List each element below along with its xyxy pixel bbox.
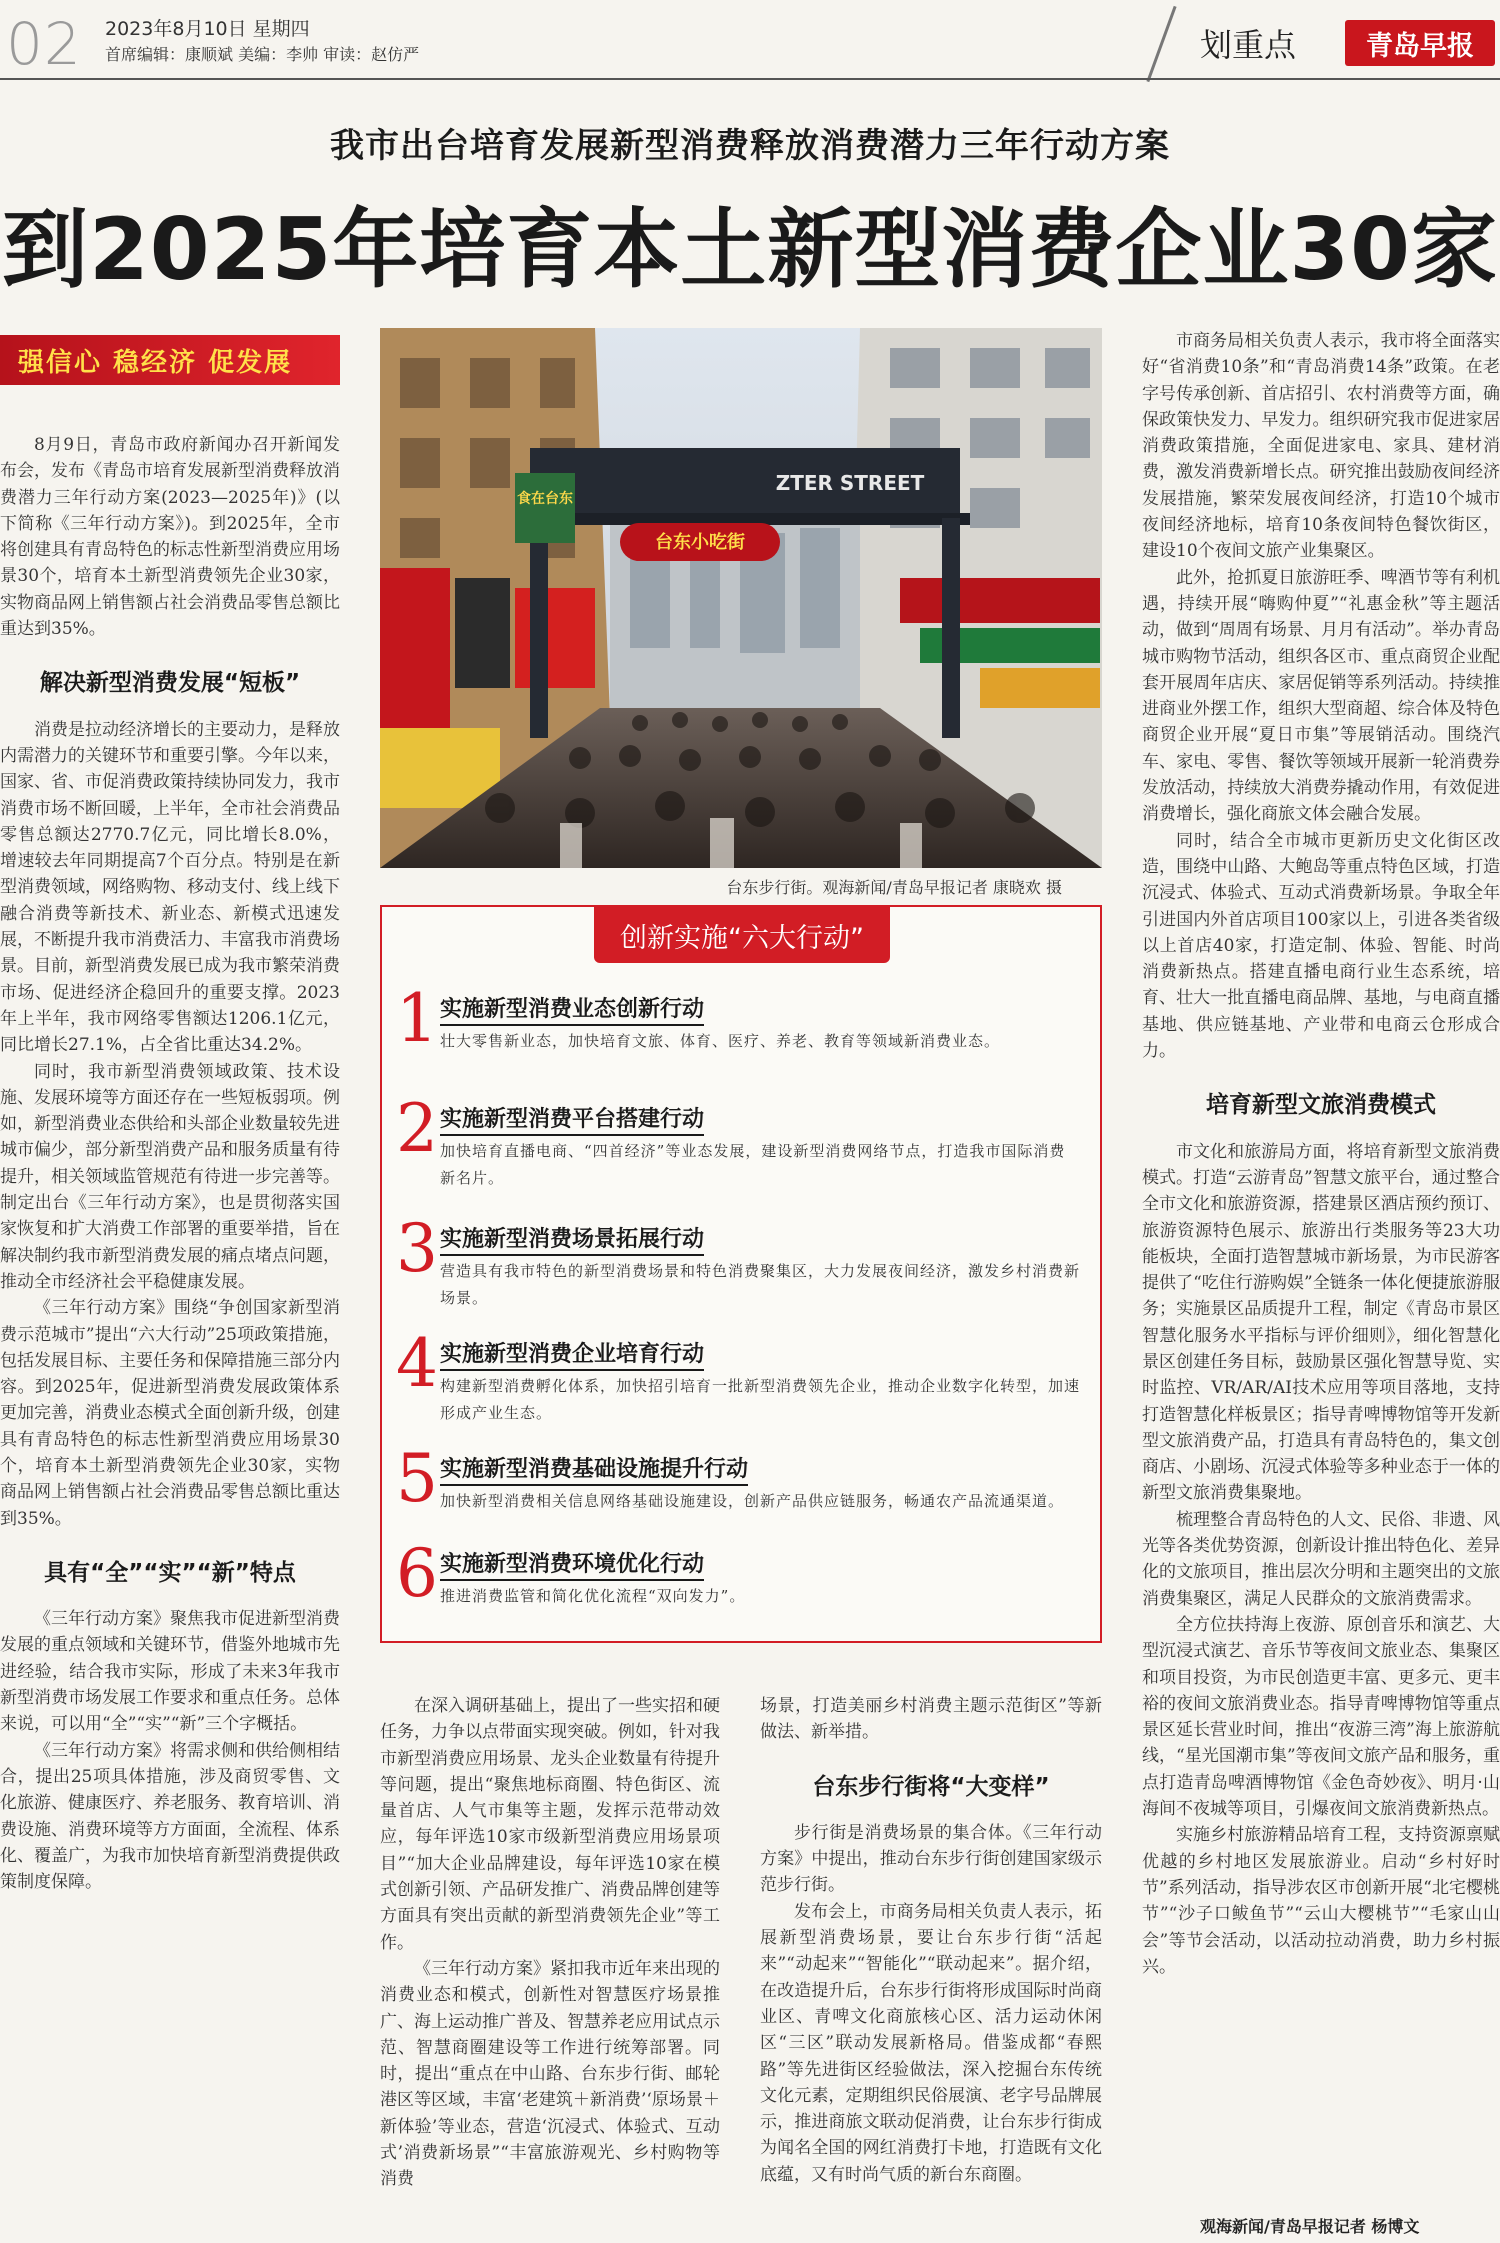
paper-logo: 青岛早报 [1345,20,1495,66]
subhead-features: 具有“全”“实”“新”特点 [44,1559,296,1586]
action-number: 1 [396,980,438,1057]
masthead [0,0,1500,78]
subhead-culture-tourism: 培育新型文旅消费模式 [1206,1092,1436,1119]
body-paragraph: 全方位扶持海上夜游、原创音乐和演艺、大型沉浸式演艺、音乐节等夜间文旅业态、集聚区和项目投资，为市民创造更丰富、更多元、更丰裕的夜间文旅消费业态。指导青啤博物馆等重点景区延长营业时间，推出“夜游三湾”海上旅游航线，“星光国潮市集”等夜间文旅产品和服务，重点打造青岛啤酒博物馆《金色奇妙夜》、明月·山海间不夜城等项目，引爆夜间文旅消费新热点。 [1142,1614,1500,1820]
action-title: 实施新型消费业态创新行动 [440,992,704,1026]
action-number: 4 [396,1325,438,1402]
editor-credits: 首席编辑：康顺斌 美编：李帅 审读：赵仿严 [105,45,420,64]
body-paragraph: 《三年行动方案》将需求侧和供给侧相结合，提出25项具体措施，涉及商贸零售、文化旅游、健康医疗、养老服务、教育培训、消费设施、消费环境等方方面面，全流程、体系化、覆盖广，为我市加快培育新型消费提供政策制度保障。 [0,1740,340,1893]
reporter-credit: 观海新闻/青岛早报记者 杨博文 [1200,2217,1420,2236]
section-label: 划重点 [1200,26,1297,64]
action-desc: 加快新型消费相关信息网络基础设施建设，创新产品供应链服务，畅通农产品流通渠道。 [440,1492,1065,1510]
action-desc: 推进消费监管和简化优化流程“双向发力”。 [440,1587,746,1605]
action-title: 实施新型消费平台搭建行动 [440,1102,704,1136]
column-3 [760,1693,1102,2233]
action-desc: 壮大零售新业态，加快培育文旅、体育、医疗、养老、教育等领域新消费业态。 [440,1032,1001,1050]
action-number: 5 [396,1440,438,1517]
six-actions-box [380,905,1102,1643]
article-headline: 到2025年培育本土新型消费企业30家 [1,200,1499,300]
section-banner: 强信心 稳经济 促发展 [0,335,340,385]
action-item [396,1535,1086,1647]
body-paragraph: 《三年行动方案》紧扣我市近年来出现的消费业态和模式，创新性对智慧医疗场景推广、海上运动推广普及、智慧养老应用试点示范、智慧商圈建设等工作进行统筹部署。同时，提出“重点在中山路、台东步行街、邮轮港区等区域，丰富‘老建筑＋新消费’‘原场景＋新体验’等业态，营造‘沉浸式、体验式、互动式’消费新场景”“丰富旅游观光、乡村购物等消费 [380,1958,720,2190]
action-item [396,980,1086,1092]
action-item [396,1210,1086,1322]
body-paragraph: 同时，结合全市城市更新历史文化街区改造，围绕中山路、大鲍岛等重点特色区域，打造沉浸式、体验式、互动式消费新场景。争取全年引进国内外首店项目100家以上，引进各类省级以上首店40家，打造定制、体验、智能、时尚消费新热点。搭建直播电商行业生态系统，培育、壮大一批直播电商品牌、基地，与电商直播基地、供应链基地、产业带和电商云仓形成合力。 [1142,830,1500,1062]
article-kicker: 我市出台培育发展新型消费释放消费潜力三年行动方案 [330,126,1170,166]
six-actions-title: 创新实施“六大行动” [594,907,890,963]
body-paragraph: 《三年行动方案》聚焦我市促进新型消费发展的重点领域和关键环节，借鉴外地城市先进经验，结合我市实际，形成了未来3年我市新型消费市场发展工作要求和重点任务。总体来说，可以用“全”“实”“新”三个字概括。 [0,1609,340,1735]
lead-paragraph: 8月9日，青岛市政府新闻办召开新闻发布会，发布《青岛市培育发展新型消费释放消费潜力三年行动方案(2023—2025年)》(以下简称《三年行动方案》)。到2025年，全市将创建具有青岛特色的标志性新型消费应用场景30个，培育本土新型消费领先企业30家，实物商品网上销售额占社会消费品零售总额比重达到35%。 [0,435,340,640]
column-1 [0,432,340,2232]
action-title: 实施新型消费企业培育行动 [440,1337,704,1371]
subhead-pedestrian-street: 台东步行街将“大变样” [812,1773,1050,1800]
arch-sign-right: ZTER STREET [775,471,925,495]
street-photo [380,328,1102,868]
action-desc: 营造具有我市特色的新型消费场景和特色消费聚集区，大力发展夜间经济，激发乡村消费新场景。 [440,1262,1081,1307]
column-2 [380,1693,720,2233]
action-desc: 构建新型消费孵化体系，加快招引培育一批新型消费领先企业，推动企业数字化转型，加速形成产业生态。 [440,1377,1081,1422]
action-item [396,1440,1086,1552]
action-item [396,1090,1086,1202]
action-number: 2 [396,1090,438,1167]
action-desc: 加快培育直播电商、“四首经济”等业态发展，建设新型消费网络节点，打造我市国际消费新名片。 [440,1142,1066,1187]
street-photo-illustration [380,328,1102,868]
column-4 [1142,328,1500,2208]
body-paragraph: 梳理整合青岛特色的人文、民俗、非遗、风光等各类优势资源，创新设计推出特色化、差异化的文旅项目，推出层次分明和主题突出的文旅消费集聚区，满足人民群众的文旅消费需求。 [1142,1509,1500,1609]
body-paragraph: 市商务局相关负责人表示，我市将全面落实好“省消费10条”和“青岛消费14条”政策。在老字号传承创新、首店招引、农村消费等方面，确保政策快发力、早发力。组织研究我市促进家居消费政策措施，全面促进家电、家具、建材消费，激发消费新增长点。研究推出鼓励夜间经济发展措施，繁荣发展夜间经济，打造10个城市夜间经济地标，培育10条夜间特色餐饮街区，建设10个夜间文旅产业集聚区。 [1142,331,1500,562]
issue-date: 2023年8月10日 星期四 [105,18,310,40]
body-paragraph: 实施乡村旅游精品培育工程，支持资源禀赋优越的乡村地区发展旅游业。启动“乡村好时节”系列活动，指导涉农区市创新开展“北宅樱桃节”“沙子口鲅鱼节”“云山大樱桃节”“毛家山山会”等节会活动，以活动拉动消费，助力乡村振兴。 [1142,1825,1500,1977]
arch-sign-left: 食在台东 [517,491,573,507]
subhead-shortboard: 解决新型消费发展“短板” [39,670,301,697]
page-number: 02 [6,10,82,78]
action-item [396,1325,1086,1437]
masthead-divider [1146,6,1176,82]
action-number: 3 [396,1210,438,1287]
body-paragraph: 发布会上，市商务局相关负责人表示，拓展新型消费场景，要让台东步行街“活起来”“动起来”“智能化”“联动起来”。据介绍，在改造提升后，台东步行街将形成国际时尚商业区、青啤文化商旅核心区、活力运动休闲区“三区”联动发展新格局。借鉴成都“春熙路”等先进街区经验做法，深入挖掘台东传统文化元素，定期组织民俗展演、老字号品牌展示，推进商旅文联动促消费，让台东步行街成为闻名全国的网红消费打卡地，打造既有文化底蕴，又有时尚气质的新台东商圈。 [760,1901,1102,2185]
photo-caption: 台东步行街。观海新闻/青岛早报记者 康晓欢 摄 [726,878,1062,897]
action-title: 实施新型消费基础设施提升行动 [440,1452,748,1486]
action-title: 实施新型消费环境优化行动 [440,1547,704,1581]
body-paragraph: 此外，抢抓夏日旅游旺季、啤酒节等有利机遇，持续开展“嗨购仲夏”“礼惠金秋”等主题活动，做到“周周有场景、月月有活动”。举办青岛城市购物节活动，组织各区市、重点商贸企业配套开展周年店庆、家居促销等系列活动。持续推进商业外摆工作，组织大型商超、综合体及特色商贸企业开展“夏日市集”等展销活动。围绕汽车、家电、零售、餐饮等领域开展新一轮消费券发放活动，持续放大消费券撬动作用，有效促进消费增长，强化商旅文体会融合发展。 [1142,567,1500,825]
body-paragraph: 《三年行动方案》围绕“争创国家新型消费示范城市”提出“六大行动”25项政策措施，包括发展目标、主要任务和保障措施三部分内容。到2025年，促进新型消费发展政策体系更加完善，消费业态模式全面创新升级，创建具有青岛特色的标志性新型消费应用场景30个，培育本土新型消费领先企业30家，实物商品网上销售额占社会消费品零售总额比重达到35%。 [0,1298,340,1529]
action-number: 6 [396,1535,438,1612]
body-paragraph: 同时，我市新型消费领域政策、技术设施、发展环境等方面还存在一些短板弱项。例如，新型消费业态供给和头部企业数量较先进城市偏少，部分新型消费产品和服务质量有待提升，相关领域监管规范有待进一步完善等。制定出台《三年行动方案》，也是贯彻落实国家恢复和扩大消费工作部署的重要举措，旨在解决制约我市新型消费发展的痛点堵点问题，推动全市经济社会平稳健康发展。 [0,1061,340,1292]
header-rule [0,78,1500,80]
body-paragraph: 市文化和旅游局方面，将培育新型文旅消费模式。打造“云游青岛”智慧文旅平台，通过整合全市文化和旅游资源，搭建景区酒店预约预订、旅游资源特色展示、旅游出行类服务等23大功能板块，全面打造智慧城市新场景，为市民游客提供了“吃住行游购娱”全链条一体化便捷旅游服务；实施景区品质提升工程，制定《青岛市景区智慧化服务水平指标与评价细则》，细化智慧化景区创建任务目标，鼓励景区强化智慧导览、实时监控、VR/AR/AI技术应用等项目落地，支持打造智慧化样板景区；指导青啤博物馆等开发新型文旅消费产品，打造具有青岛特色的，集文创商店、小剧场、沉浸式体验等多种业态于一体的新型文旅消费集聚地。 [1142,1141,1500,1504]
street-sign: 台东小吃街 [655,532,745,553]
body-paragraph: 场景，打造美丽乡村消费主题示范街区”等新做法、新举措。 [760,1696,1102,1743]
action-title: 实施新型消费场景拓展行动 [440,1222,704,1256]
body-paragraph: 消费是拉动经济增长的主要动力，是释放内需潜力的关键环节和重要引擎。今年以来，国家、省、市促消费政策持续协同发力，我市消费市场不断回暖，上半年，全市社会消费品零售总额达2770.7亿元，同比增长8.0%，增速较去年同期提高7个百分点。特别是在新型消费领域，网络购物、移动支付、线上线下融合消费等新技术、新业态、新模式迅速发展，不断提升我市消费活力、丰富我市消费场景。目前，新型消费发展已成为我市繁荣消费市场、促进经济企稳回升的重要支撑。2023年上半年，我市网络零售额达1206.1亿元，同比增长27.1%，占全省比重达34.2%。 [0,719,340,1056]
body-paragraph: 在深入调研基础上，提出了一些实招和硬任务，力争以点带面实现突破。例如，针对我市新型消费应用场景、龙头企业数量有待提升等问题，提出“聚焦地标商圈、特色街区、流量首店、人气市集等主题，发挥示范带动效应，每年评选10家市级新型消费应用场景项目”“加大企业品牌建设，每年评选10家在模式创新引领、产品研发推广、消费品牌创建等方面具有突出贡献的新型消费领先企业”等工作。 [380,1696,720,1953]
body-paragraph: 步行街是消费场景的集合体。《三年行动方案》中提出，推动台东步行街创建国家级示范步行街。 [760,1822,1102,1896]
